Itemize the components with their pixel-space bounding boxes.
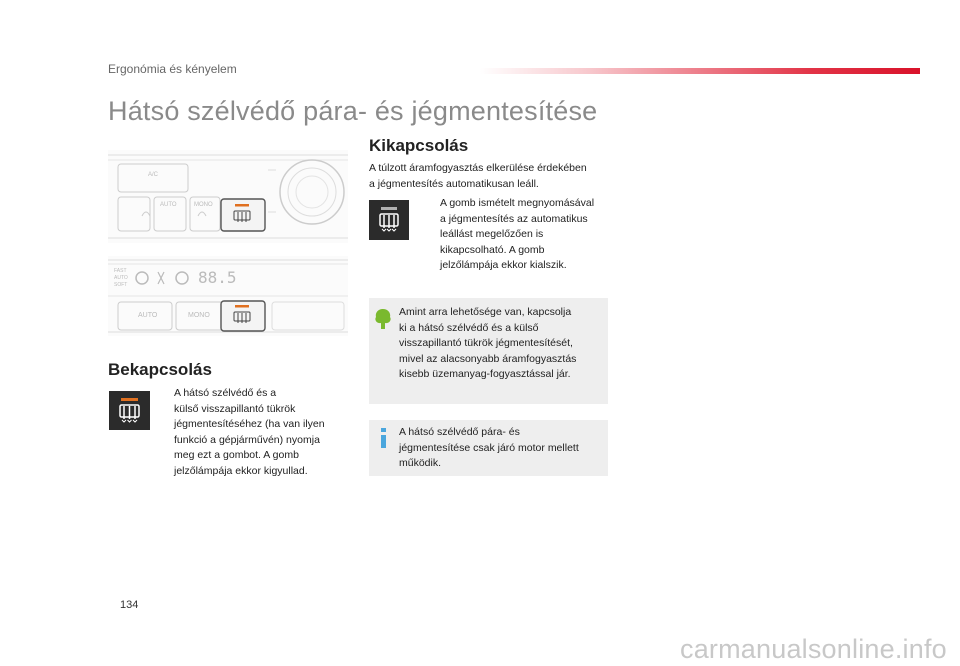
climate-panel-illustration-top (108, 150, 348, 243)
eco-note-line: Amint arra lehetősége van, kapcsolja (399, 306, 572, 318)
bekapcsolas-heading: Bekapcsolás (108, 360, 212, 379)
bekapcsolas-line: külső visszapillantó tükrök (174, 402, 296, 415)
info-note-line: működik. (399, 457, 442, 469)
climate-panel-illustration-bottom (108, 256, 348, 336)
eco-note-line: ki a hátsó szélvédő és a külső (399, 321, 539, 334)
eco-note-line: visszapillantó tükrök jégmentesítését, (399, 337, 573, 349)
rear-defrost-button-icon-on (109, 391, 150, 430)
kikapcsolas-intro-line: a jégmentesítés automatikusan leáll. (369, 177, 539, 190)
header-accent-bar (480, 68, 920, 74)
info-note-line: A hátsó szélvédő pára- és (399, 426, 520, 438)
fast-label: FAST (114, 268, 127, 274)
auto-label-bottom: AUTO (138, 312, 158, 319)
info-note-line: jégmentesítése csak járó motor mellett (399, 441, 579, 454)
kikapcsolas-line: A gomb ismételt megnyomásával (440, 197, 595, 209)
eco-note-text (399, 305, 604, 383)
eco-note-box (369, 298, 608, 404)
soft-label: SOFT (114, 282, 128, 288)
kikapcsolas-line: kikapcsolható. A gomb (440, 243, 545, 256)
rear-defrost-icon (109, 391, 150, 430)
page-number: 134 (120, 599, 139, 611)
bekapcsolas-line: funkció a gépjárművén) nyomja (174, 433, 320, 446)
bekapcsolas-line: A hátsó szélvédő és a (174, 387, 277, 399)
rear-defrost-button-icon-off (369, 200, 409, 240)
eco-note-line: mivel az alacsonyabb áramfogyasztás (399, 352, 577, 365)
ac-label: A/C (148, 172, 159, 178)
auto-label-top: AUTO (160, 202, 177, 208)
mono-label-top: MONO (194, 202, 213, 208)
bekapcsolas-line: meg ezt a gombot. A gomb (174, 449, 299, 461)
kikapcsolas-heading: Kikapcsolás (369, 136, 469, 155)
kikapcsolas-intro (369, 161, 619, 192)
auto-label-left: AUTO (114, 275, 128, 281)
info-icon (379, 428, 389, 448)
kikapcsolas-text (440, 196, 620, 274)
info-note-text (399, 425, 604, 472)
display-readout: 88.5 (198, 268, 237, 287)
kikapcsolas-intro-line: A túlzott áramfogyasztás elkerülése érdekében (369, 162, 587, 174)
bekapcsolas-line: jelzőlámpája ekkor kigyullad. (174, 464, 308, 477)
climate-panel-top-drawing (108, 150, 348, 243)
eco-note-line: kisebb üzemanyag-fogyasztással jár. (399, 368, 571, 380)
rear-defrost-icon-off (369, 200, 409, 240)
kikapcsolas-line: a jégmentesítés az automatikus (440, 212, 588, 225)
info-note-box (369, 420, 608, 476)
section-label: Ergonómia és kényelem (108, 62, 237, 76)
bekapcsolas-line: jégmentesítéséhez (ha van ilyen (174, 418, 325, 430)
kikapcsolas-line: leállást megelőzően is (440, 228, 544, 240)
page-title: Hátsó szélvédő pára- és jégmentesítése (108, 96, 598, 126)
kikapcsolas-line: jelzőlámpája ekkor kialszik. (440, 259, 567, 271)
bekapcsolas-text (174, 386, 354, 479)
tree-icon (374, 308, 392, 330)
mono-label-bottom: MONO (188, 312, 210, 319)
watermark: carmanualsonline.info (680, 634, 947, 664)
